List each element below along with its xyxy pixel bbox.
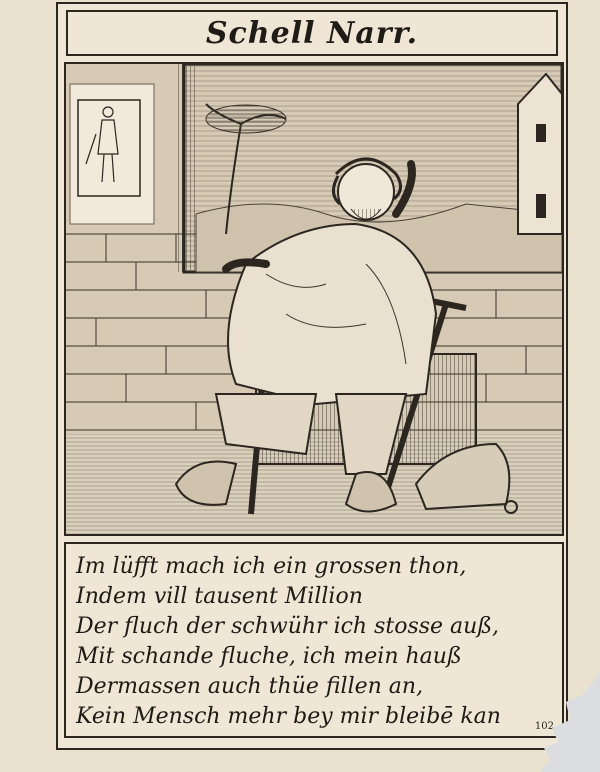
verse-line-4: Mit schande fluche, ich mein hauß — [76, 644, 462, 669]
window-frame — [178, 64, 196, 272]
plate-number: 102 — [534, 721, 554, 732]
beggar-legs-left — [216, 394, 316, 454]
verse-line-5: Dermassen auch thüe fillen an, — [76, 674, 424, 699]
verse-line-3: Der fluch der schwühr ich stosse auß, — [76, 614, 500, 639]
verse-line-2: Indem vill tausent Million — [76, 584, 363, 609]
scene-illustration — [66, 64, 562, 534]
verse-panel — [64, 542, 564, 738]
tree-foliage — [206, 105, 286, 133]
torn-corner — [540, 672, 600, 772]
engraved-scene — [64, 62, 564, 536]
engraving-plate — [56, 2, 568, 750]
verse-line-1: Im lüfft mach ich ein grossen thon, — [76, 554, 467, 579]
verse-line-6: Kein Mensch mehr bey mir bleibē kan — [76, 704, 501, 729]
title-cartouche — [66, 10, 558, 56]
engraving-title: Schell Narr. — [205, 15, 419, 51]
house-window — [536, 124, 546, 142]
house-door — [536, 194, 546, 218]
